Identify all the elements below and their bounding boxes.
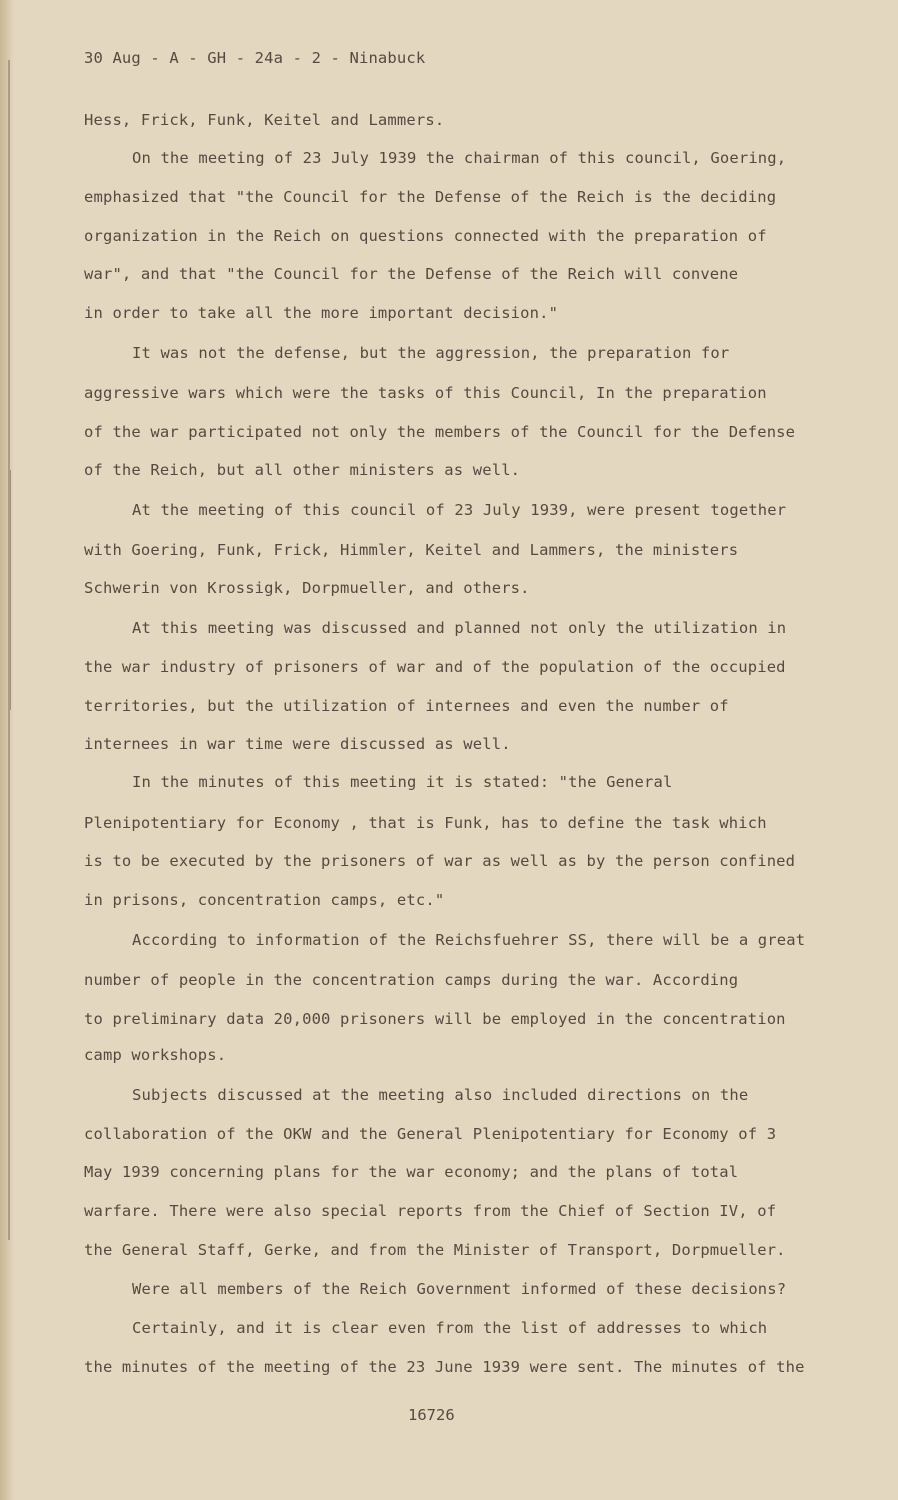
text-line: the minutes of the meeting of the 23 June 1939 were sent. The minutes of the: [84, 1358, 805, 1376]
text-line: to preliminary data 20,000 prisoners will be employed in the concentration: [84, 1010, 786, 1028]
text-line: camp workshops.: [84, 1046, 227, 1064]
text-line: collaboration of the OKW and the General Plenipotentiary for Economy of 3: [84, 1125, 777, 1143]
text-line: warfare. There were also special reports from the Chief of Section IV, of: [84, 1202, 777, 1220]
text-line: the General Staff, Gerke, and from the Minister of Transport, Dorpmueller.: [84, 1241, 786, 1259]
text-line: of the Reich, but all other ministers as well.: [84, 461, 521, 479]
page-number: 16726: [408, 1406, 455, 1424]
text-line: organization in the Reich on questions connected with the preparation of: [84, 227, 767, 245]
text-line: Schwerin von Krossigk, Dorpmueller, and others.: [84, 579, 530, 597]
text-line: It was not the defense, but the aggression, the preparation for: [132, 344, 730, 362]
text-line: in order to take all the more important decision.": [84, 304, 559, 322]
text-line: territories, but the utilization of internees and even the number of: [84, 697, 729, 715]
text-line: May 1939 concerning plans for the war economy; and the plans of total: [84, 1163, 739, 1181]
text-line: is to be executed by the prisoners of war as well as by the person confined: [84, 852, 796, 870]
paper-left-edge: [0, 0, 14, 1500]
text-line: the war industry of prisoners of war and of the population of the occupied: [84, 658, 786, 676]
text-line: of the war participated not only the members of the Council for the Defense: [84, 423, 796, 441]
text-line: emphasized that "the Council for the Defense of the Reich is the deciding: [84, 188, 777, 206]
text-line: At the meeting of this council of 23 July 1939, were present together: [132, 501, 787, 519]
text-line: aggressive wars which were the tasks of this Council, In the preparation: [84, 384, 767, 402]
text-line: In the minutes of this meeting it is stated: "the General: [132, 773, 673, 791]
page-header: 30 Aug - A - GH - 24a - 2 - Ninabuck: [84, 49, 426, 67]
text-line: war", and that "the Council for the Defense of the Reich will convene: [84, 265, 739, 283]
text-line: At this meeting was discussed and planned not only the utilization in: [132, 619, 787, 637]
binding-mark-lower: [10, 470, 11, 710]
text-line: internees in war time were discussed as well.: [84, 735, 511, 753]
text-line: On the meeting of 23 July 1939 the chairman of this council, Goering,: [132, 149, 787, 167]
text-line: Plenipotentiary for Economy , that is Funk, has to define the task which: [84, 814, 767, 832]
text-line: with Goering, Funk, Frick, Himmler, Keitel and Lammers, the ministers: [84, 541, 739, 559]
text-line: Certainly, and it is clear even from the list of addresses to which: [132, 1319, 768, 1337]
text-line: number of people in the concentration camps during the war. According: [84, 971, 739, 989]
text-line: According to information of the Reichsfuehrer SS, there will be a great: [132, 931, 806, 949]
text-line: Hess, Frick, Funk, Keitel and Lammers.: [84, 111, 445, 129]
text-line: Subjects discussed at the meeting also included directions on the: [132, 1086, 749, 1104]
text-line: in prisons, concentration camps, etc.": [84, 891, 445, 909]
text-line: Were all members of the Reich Government informed of these decisions?: [132, 1280, 787, 1298]
